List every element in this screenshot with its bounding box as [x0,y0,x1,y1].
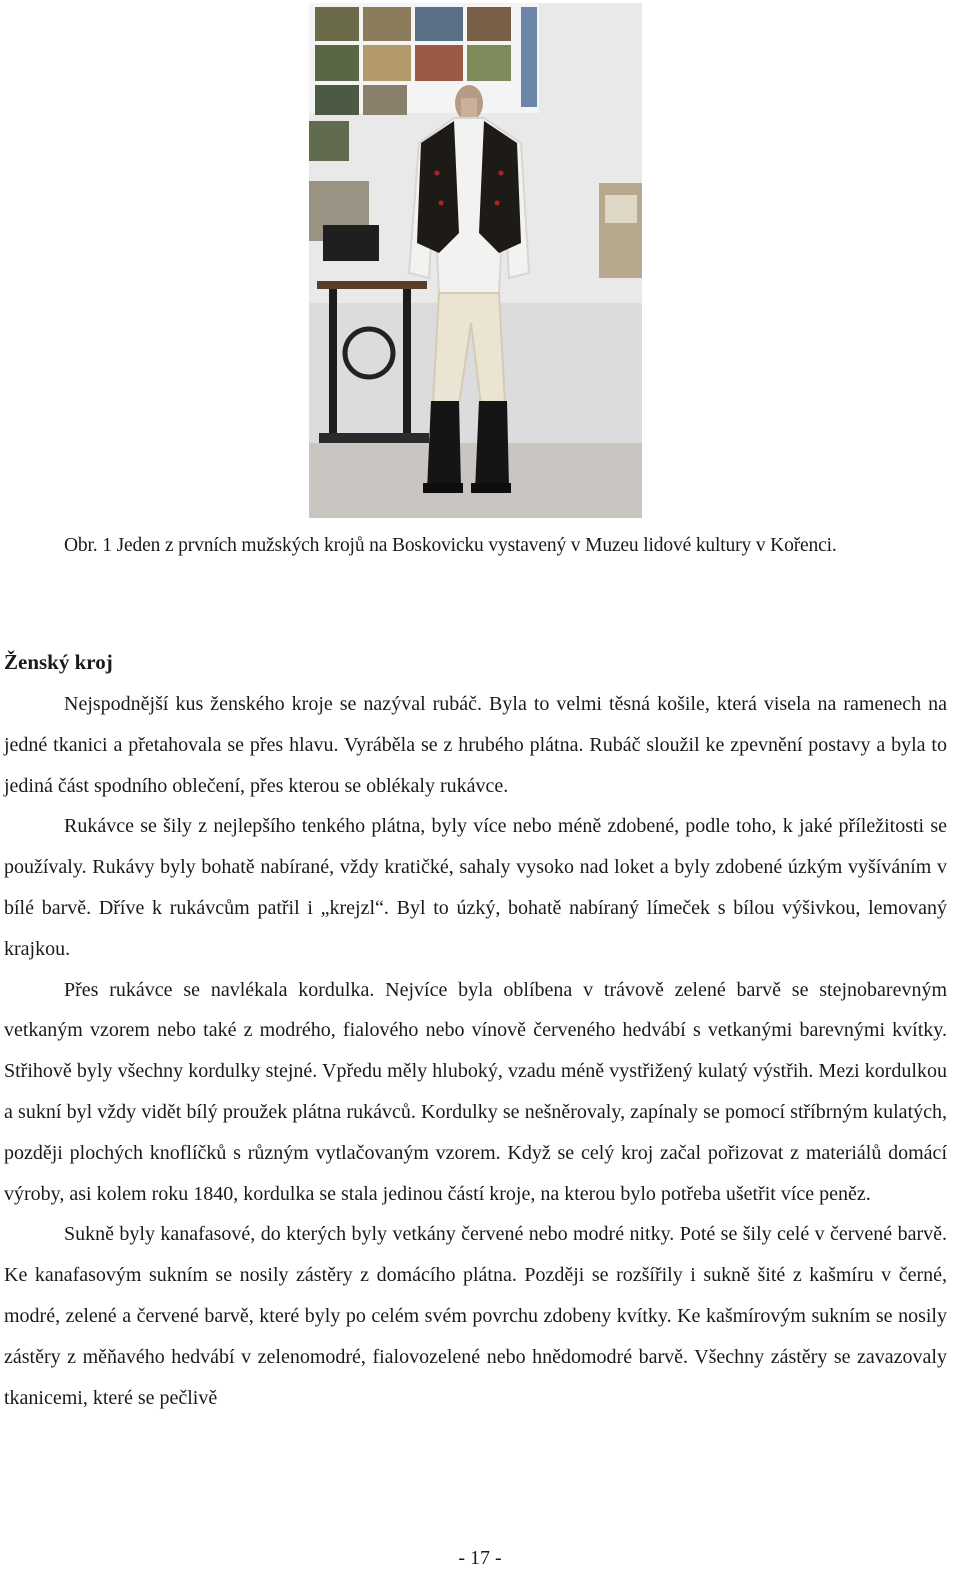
figure-caption: Obr. 1 Jeden z prvních mužských krojů na Boskovicku vystavený v Muzeu lidové kultury v Kořenci. [64,535,837,556]
costume-photo-illustration [309,3,642,518]
paragraph: Rukávce se šily z nejlepšího tenkého plátna, byly více nebo méně zdobené, podle toho, k jaké příležitosti se používaly. Rukávy byly bohatě nabírané, vždy kratičké, sahaly vysoko nad loket a byly zdobené úzkým vyšíváním v bílé barvě. Dříve k rukávcům patřil i „krejzl“. Byl to úzký, bohatě nabíraný límeček s bílou výšivkou, lemovaný krajkou. [4,815,947,960]
paragraph: Sukně byly kanafasové, do kterých byly vetkány červené nebo modré nitky. Poté se šily celé v červené barvě. Ke kanafasovým sukním se nosily zástěry z domácího plátna. Později se rozšířily i sukně šité z kašmíru v černé, modré, zelené a červené barvě, které byly po celém svém povrchu zdobeny kvítky. Ke kašmírovým sukním se nosily zástěry z měňavého hedvábí v zelenomodré, fialovozelené nebo hnědomodré barvě. Všechny zástěry se zavazovaly tkanicemi, které se pečlivě [4,1223,947,1409]
paragraph: Přes rukávce se navlékala kordulka. Nejvíce byla oblíbena v trávově zelené barvě se stejnobarevným vetkaným vzorem nebo také z modrého, fialového nebo vínově červeného hedvábí s vetkanými barevnými kvítky. Střihově byly všechny kordulky stejné. Vpředu měly hluboký, vzadu méně vystřižený kulatý výstřih. Mezi kordulkou a sukní byl vždy vidět bílý proužek plátna rukávců. Kordulky se nešněrovaly, zapínaly se pomocí stříbrným kulatých, později plochých knoflíčků s různým vytlačovaným vzorem. Když se celý kroj začal pořizovat z materiálů domácí výroby, asi kolem roku 1840, kordulka se stala jedinou částí kroje, na kterou bylo potřeba ušetřit více peněz. [4,978,947,1205]
costume-photo [309,3,642,518]
paragraph: Nejspodnější kus ženského kroje se nazýval rubáč. Byla to velmi těsná košile, která visela na ramenech na jedné tkanici a přetahovala se přes hlavu. Vyráběla se z hrubého plátna. Rubáč sloužil ke zpevnění postavy a byla to jediná část spodního oblečení, přes kterou se oblékaly rukávce. [4,693,947,797]
section-title: Ženský kroj [4,650,113,674]
page-number: - 17 - [458,1547,502,1569]
body-text [4,684,947,1418]
